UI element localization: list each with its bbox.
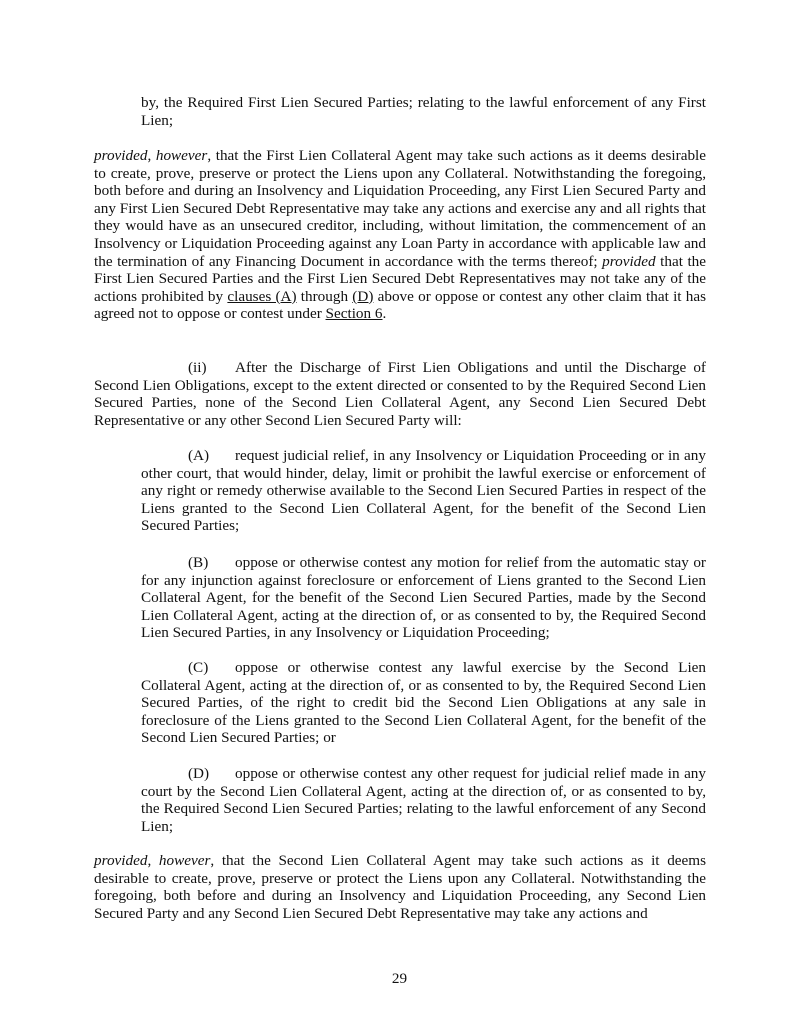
paragraph-first-lien-proviso (94, 147, 706, 323)
italic-term: provided (94, 852, 148, 869)
paragraph-text: , that the Second Lien Collateral Agent may take such actions as it deems desirable to create, prove, preserve or protect the Liens upon any Collateral. Notwithstanding the foregoing, both before and during an Insolvency and Liquidation Proceeding, any Second Lien Secured Party and any Second Lien Secured Debt Representative may take any actions and (94, 852, 706, 922)
clause-label: (C) (188, 659, 209, 676)
paragraph-text: by, the Required First Lien Secured Parties; relating to the lawful enforcement of any First Lien; (141, 94, 706, 129)
text-run: through (296, 287, 353, 305)
subsection-label: (ii) (188, 359, 207, 376)
clause-label: (D) (188, 765, 210, 782)
paragraph-clause-continuation (141, 94, 706, 129)
paragraph-text: that the First Lien Secured Parties and the First Lien Secured Debt Representatives may not take any of the actions prohibited by (94, 252, 707, 305)
paragraph-text: After the Discharge of First Lien Obligations and until the Discharge of Second Lien Obligations, except to the extent directed or consented to by the Required Second Lien Secured Parties, none of the Second Lien Collateral Agent, any Second Lien Secured Debt Representative or any other Second Lien Secured Party will: (94, 359, 706, 429)
paragraph-second-lien-proviso (94, 852, 706, 922)
paragraph-text: , that the First Lien Collateral Agent may take such actions as it deems desirable to create, prove, preserve or protect the Liens upon any Collateral. Notwithstanding the foregoing, both before and during an Insolvency and Liquidation Proceeding, any First Lien Secured Party and any First Lien Secured Debt Representative may take any actions and exercise any and all rights that they would have as an unsecured creditor, including, without limitation, the commencement of an Insolvency or Liquidation Proceeding against any Loan Party in accordance with applicable law and the termination of any Financing Document in accordance with the terms thereof; (94, 147, 706, 270)
italic-term: however (158, 852, 211, 869)
clause-label: (A) (188, 447, 210, 464)
cross-reference-section-6: Section 6 (325, 305, 383, 323)
text-run: , (147, 852, 159, 869)
cross-reference-clauses-a: clauses (A) (227, 287, 297, 305)
paragraph-text: oppose or otherwise contest any other request for judicial relief made in any court by the Second Lien Collateral Agent, acting at the direction of, or as consented to by, the Required Second Lien Secured Parties; relating to the lawful enforcement of any Second Lien; (141, 765, 706, 835)
paragraph-text: above or oppose or contest any other claim that it has agreed not to oppose or contest under (94, 287, 706, 323)
paragraph-subsection-ii (94, 359, 706, 429)
page-number: 29 (391, 970, 408, 987)
paragraph-text: oppose or otherwise contest any motion for relief from the automatic stay or for any injunction against foreclosure or enforcement of Liens granted to the Second Lien Collateral Agent, for the benefit of the Second Lien Secured Parties, made by the Second Lien Collateral Agent, acting at the direction of, or as consented to by, the Required Second Lien Secured Parties, in any Insolvency or Liquidation Proceeding; (141, 554, 706, 642)
text-run: , (147, 147, 156, 164)
clause-label: (B) (188, 554, 209, 571)
italic-term: provided (602, 252, 656, 270)
cross-reference-clause-d: (D) (352, 287, 374, 305)
paragraph-text: oppose or otherwise contest any lawful exercise by the Second Lien Collateral Agent, acting at the direction of, or as consented to by, the Required Second Lien Secured Parties, of the right to credit bid the Second Lien Obligations at any sale in foreclosure of the Liens granted to the Second Lien Collateral Agent, for the benefit of the Second Lien Secured Parties; or (141, 659, 706, 747)
text-run: . (382, 305, 387, 323)
italic-term: however (155, 147, 208, 164)
paragraph-clause-c (141, 659, 706, 747)
paragraph-text: request judicial relief, in any Insolvency or Liquidation Proceeding or in any other court, that would hinder, delay, limit or prohibit the lawful exercise or enforcement of any right or remedy otherwise available to the Second Lien Secured Parties in respect of the Liens granted to the Second Lien Collateral Agent, for the benefit of the Second Lien Secured Parties; (141, 447, 706, 535)
paragraph-clause-a (141, 447, 706, 535)
paragraph-clause-b (141, 554, 706, 642)
italic-term: provided (94, 147, 148, 164)
paragraph-clause-d (141, 765, 706, 835)
